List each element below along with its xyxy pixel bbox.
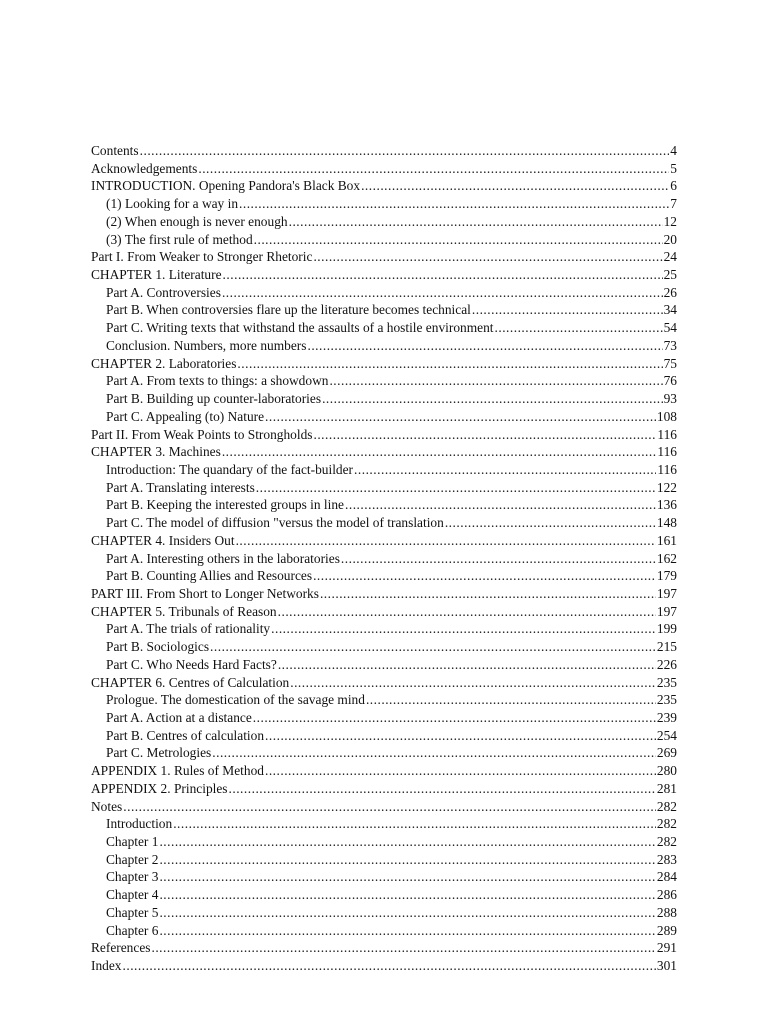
toc-entry-title: Part A. Action at a distance [106,710,252,725]
toc-entry-title: Part A. Controversies [106,284,221,300]
dot-leader [495,319,663,337]
dot-leader [265,762,656,780]
table-of-contents [91,142,677,975]
toc-entry-title: Introduction: The quandary of the fact-builder [106,461,354,477]
toc-entry-title: Notes [91,798,123,814]
dot-leader [159,851,655,869]
toc-entry-page-number: 148 [656,515,677,531]
dot-leader [278,603,656,621]
toc-entry-page-number: 4 [670,143,677,158]
toc-entry[interactable] [91,301,677,319]
dot-leader [313,248,662,266]
toc-entry-title: Chapter 3 [106,869,159,885]
toc-entry-page-number: 54 [663,320,677,336]
dot-leader [151,939,655,957]
dot-leader [322,390,663,408]
toc-entry-page-number: 288 [656,904,677,920]
toc-entry[interactable] [91,514,677,532]
toc-entry-title: Part C. Appealing (to) Nature [106,408,265,424]
toc-entry-page-number: 122 [656,479,677,495]
toc-entry[interactable] [91,266,677,284]
toc-entry-title: CHAPTER 4. Insiders Out [91,532,235,548]
toc-entry[interactable] [91,355,677,373]
dot-leader [236,532,656,550]
toc-entry[interactable] [91,833,677,851]
toc-entry-title: Part B. Sociologics [106,639,210,655]
toc-entry-title: Introduction [106,816,173,832]
toc-entry[interactable] [91,496,677,514]
toc-entry-page-number: 291 [656,940,677,956]
dot-leader [341,550,656,568]
dot-leader [222,284,663,302]
toc-entry-page-number: 197 [656,603,677,619]
dot-leader [210,638,656,656]
dot-leader [361,177,669,195]
toc-entry[interactable] [91,479,677,497]
toc-entry-page-number: 116 [657,444,677,460]
toc-entry[interactable] [91,780,677,798]
toc-entry-page-number: 239 [656,710,677,725]
toc-entry[interactable] [91,284,677,302]
toc-entry-page-number: 136 [656,497,677,513]
toc-entry[interactable] [91,603,677,621]
toc-entry-title: References [91,940,151,956]
toc-entry[interactable] [91,337,677,355]
toc-entry-page-number: 282 [656,798,677,814]
toc-entry-title: CHAPTER 3. Machines [91,444,221,460]
dot-leader [159,904,655,922]
toc-entry-title: Part C. Metrologies [106,745,212,761]
toc-entry-title: Contents [91,143,139,158]
toc-entry-title: Chapter 2 [106,851,159,867]
toc-entry[interactable] [91,904,677,922]
toc-entry-page-number: 26 [663,284,677,300]
toc-entry[interactable] [91,177,677,195]
dot-leader [237,355,662,373]
toc-entry[interactable] [91,851,677,869]
toc-entry-page-number: 6 [670,178,677,194]
dot-leader [256,479,656,497]
toc-entry[interactable] [91,939,677,957]
toc-entry-title: APPENDIX 2. Principles [91,780,228,796]
toc-entry-page-number: 12 [663,213,677,229]
toc-entry-title: Part C. Who Needs Hard Facts? [106,656,277,672]
toc-entry[interactable] [91,585,677,603]
dot-leader [123,798,656,816]
toc-entry[interactable] [91,461,677,479]
toc-entry-page-number: 280 [656,763,677,779]
toc-entry[interactable] [91,443,677,461]
toc-entry-title: Part I. From Weaker to Stronger Rhetoric [91,249,313,265]
toc-entry[interactable] [91,656,677,674]
toc-entry[interactable] [91,408,677,426]
toc-entry-page-number: 199 [656,621,677,637]
dot-leader [313,426,656,444]
toc-entry-title: CHAPTER 6. Centres of Calculation [91,674,290,690]
dot-leader [289,213,663,231]
toc-entry-page-number: 116 [657,426,677,442]
toc-entry-page-number: 108 [656,408,677,424]
dot-leader [173,815,656,833]
toc-entry-page-number: 93 [663,391,677,407]
toc-entry-title: Part A. Interesting others in the laboratories [106,550,340,566]
toc-entry[interactable] [91,231,677,249]
toc-entry[interactable] [91,922,677,940]
toc-entry-title: Part A. From texts to things: a showdown [106,373,329,389]
toc-entry-page-number: 25 [663,267,677,283]
toc-entry[interactable] [91,372,677,390]
dot-leader [445,514,656,532]
toc-entry[interactable] [91,390,677,408]
dot-leader [472,301,663,319]
toc-entry[interactable] [91,160,677,178]
toc-entry[interactable] [91,868,677,886]
toc-entry-page-number: 73 [663,337,677,353]
toc-entry[interactable] [91,727,677,745]
dot-leader [253,709,656,727]
dot-leader [265,727,656,745]
toc-entry-title: Part C. Writing texts that withstand the assaults of a hostile environment [106,320,494,336]
toc-entry-page-number: 226 [656,656,677,672]
toc-entry[interactable] [91,798,677,816]
toc-entry-title: Index [91,958,122,974]
toc-entry-page-number: 281 [656,780,677,796]
dot-leader [290,674,656,692]
toc-entry[interactable] [91,691,677,709]
toc-entry-page-number: 179 [656,568,677,584]
toc-entry[interactable] [91,620,677,638]
toc-entry[interactable] [91,567,677,585]
toc-entry[interactable] [91,886,677,904]
toc-entry-title: Part B. Counting Allies and Resources [106,568,313,584]
toc-entry-page-number: 7 [670,196,677,212]
toc-entry-title: CHAPTER 1. Literature [91,267,222,283]
toc-entry-page-number: 116 [657,461,677,477]
toc-entry-title: Part B. Building up counter-laboratories [106,391,322,407]
dot-leader [159,868,655,886]
toc-entry-title: CHAPTER 5. Tribunals of Reason [91,603,277,619]
toc-entry[interactable] [91,957,677,975]
toc-entry-page-number: 162 [656,550,677,566]
toc-entry-title: Chapter 5 [106,904,159,920]
dot-leader [159,833,655,851]
toc-entry-title: (2) When enough is never enough [106,213,288,229]
toc-entry-title: Part B. When controversies flare up the literature becomes technical [106,302,471,318]
dot-leader [159,886,655,904]
dot-leader [345,496,656,514]
toc-entry-title: Part B. Centres of calculation [106,727,265,743]
toc-entry[interactable] [91,142,677,160]
dot-leader [265,408,656,426]
dot-leader [212,744,656,762]
toc-entry[interactable] [91,762,677,780]
toc-entry-title: Acknowledgements [91,160,198,176]
dot-leader [159,922,655,940]
toc-entry-title: (1) Looking for a way in [106,196,239,212]
dot-leader [307,337,662,355]
toc-entry-title: PART III. From Short to Longer Networks [91,585,319,601]
toc-entry-page-number: 161 [656,532,677,548]
dot-leader [123,957,656,975]
toc-entry-page-number: 282 [656,816,677,832]
toc-entry-page-number: 286 [656,887,677,903]
toc-entry-title: Chapter 4 [106,887,159,903]
toc-entry-title: APPENDIX 1. Rules of Method [91,763,264,779]
dot-leader [239,195,669,213]
toc-entry-page-number: 24 [663,249,677,265]
dot-leader [222,443,657,461]
toc-entry[interactable] [91,195,677,213]
toc-entry[interactable] [91,550,677,568]
toc-entry-page-number: 301 [656,958,677,974]
toc-entry-page-number: 284 [656,869,677,885]
toc-entry-page-number: 283 [656,851,677,867]
toc-entry-title: INTRODUCTION. Opening Pandora's Black Box [91,178,361,194]
dot-leader [140,142,670,160]
toc-entry-title: Chapter 1 [106,834,159,850]
dot-leader [198,160,669,178]
toc-entry-title: Chapter 6 [106,922,159,938]
toc-entry[interactable] [91,213,677,231]
dot-leader [271,620,656,638]
dot-leader [223,266,663,284]
toc-entry-page-number: 254 [656,727,677,743]
toc-entry[interactable] [91,319,677,337]
toc-entry[interactable] [91,532,677,550]
dot-leader [229,780,656,798]
toc-entry-page-number: 235 [656,692,677,708]
toc-entry-page-number: 34 [663,302,677,318]
toc-entry-page-number: 269 [656,745,677,761]
toc-entry-page-number: 197 [656,585,677,601]
toc-entry-title: CHAPTER 2. Laboratories [91,355,237,371]
toc-entry-title: (3) The first rule of method [106,231,253,247]
toc-entry-page-number: 20 [663,231,677,247]
toc-entry-page-number: 289 [656,922,677,938]
toc-entry[interactable] [91,426,677,444]
toc-entry-title: Prologue. The domestication of the savage mind [106,692,365,708]
dot-leader [278,656,656,674]
toc-entry[interactable] [91,744,677,762]
dot-leader [354,461,656,479]
toc-entry-title: Part B. Keeping the interested groups in line [106,497,345,513]
toc-entry[interactable] [91,709,677,727]
dot-leader [254,231,663,249]
toc-entry-page-number: 5 [670,160,677,176]
dot-leader [329,372,662,390]
toc-entry[interactable] [91,815,677,833]
toc-entry[interactable] [91,248,677,266]
toc-entry-page-number: 75 [663,355,677,371]
toc-entry-page-number: 76 [663,373,677,389]
toc-entry[interactable] [91,674,677,692]
toc-entry-page-number: 215 [656,639,677,655]
toc-entry-title: Part A. The trials of rationality [106,621,271,637]
toc-entry-page-number: 235 [656,674,677,690]
toc-entry-title: Part A. Translating interests [106,479,255,495]
toc-entry-page-number: 282 [656,834,677,850]
dot-leader [366,691,656,709]
dot-leader [313,567,656,585]
toc-entry-title: Part II. From Weak Points to Strongholds [91,426,313,442]
dot-leader [320,585,656,603]
toc-entry-title: Part C. The model of diffusion "versus the model of translation [106,515,444,531]
toc-entry-title: Conclusion. Numbers, more numbers [106,337,307,353]
toc-entry[interactable] [91,638,677,656]
